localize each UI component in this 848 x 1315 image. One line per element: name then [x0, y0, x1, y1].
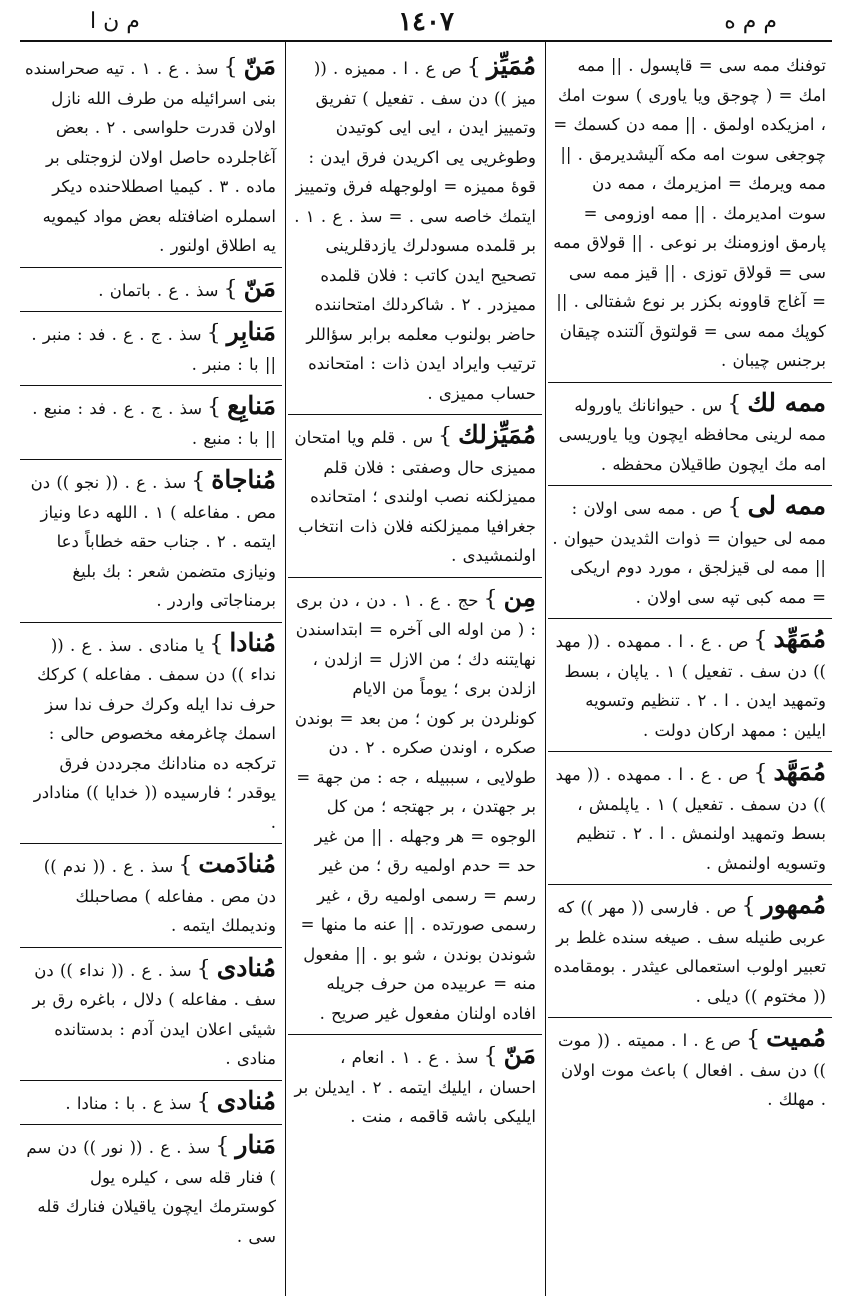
page-header	[20, 6, 832, 40]
dictionary-entry	[548, 46, 832, 383]
entry-headword: مَنّ	[243, 51, 276, 80]
entry-text: سذ ع . با : منادا .	[65, 1093, 192, 1113]
column-left	[20, 46, 282, 1296]
dictionary-entry	[548, 752, 832, 885]
entry-text: سذ . ع . (( ندم )) دن مص . مفاعله ) مصاحبلك ونديملك ايتمه .	[43, 857, 276, 935]
entry-headword: مُمَهِّد	[773, 624, 826, 653]
dictionary-entry	[288, 415, 542, 578]
dictionary-entry	[20, 386, 282, 460]
entry-headword: مُميت	[766, 1023, 826, 1052]
entry-text: سذ . ع . (( نور )) دن سم ) فنار قله سی ، كيلره يول كوسترمك ايچون ياقيلان فنارك قله سی .	[26, 1138, 276, 1246]
header-guide-left: م ن ا	[90, 9, 140, 34]
dictionary-entry	[20, 312, 282, 386]
dictionary-entry	[20, 1081, 282, 1126]
brace-glyph: }	[746, 1027, 761, 1052]
dictionary-entry	[20, 948, 282, 1081]
entry-text: ص ع . ا . مميته . (( موت )) دن سف . افعال ) باعث موت اولان . مهلك .	[557, 1031, 826, 1109]
entry-headword: مَنار	[235, 1130, 276, 1159]
entry-text: حج . ع . ١ . دن ، دن بری : ( من اوله الی آخره = ابتداسندن نهايتنه دك ؛ من الازل = ازلدن ، ازلدن بری ؛ يوماً من الايام كونلردن بر كون ؛ من بعد = بوندن صكره ، اوندن صكره . ٢ . دن طولايی ، سببيله ، جه : من جهة = بر جهتدن ، بر جهتجه ؛ من كل الوجوه = هر وجهله . || من غير حد = حدم اولميه رق ؛ من غير رسم = رسمی اولميه رق ، غير رسمی صورتده . || عنه ما منها = شوندن بوندن ، شو بو . || مفعول منه = عربيده من حرف جريله افاده اولنان مفعول غير صريح .	[294, 590, 536, 1023]
entry-text: ص . ممه سی اولان : ممه لی حيوان = ذوات الثديدن حيوان . || ممه لی قيزلجق ، مورد دوم اريكی = ممه كبی تپه سی اولان .	[552, 499, 826, 607]
entry-headword: مُمَيِّزلك	[458, 420, 536, 449]
entry-headword: مَنّ	[243, 272, 276, 302]
dictionary-entry	[548, 486, 832, 619]
brace-glyph: }	[483, 1044, 498, 1069]
entry-headword: مُمهور	[761, 890, 826, 919]
column-divider	[285, 40, 286, 1296]
brace-glyph: }	[483, 586, 498, 612]
entry-text: ص . ع . ا . ممهده . (( مهد )) دن سف . تفعيل ) ١ . ياپان ، بسط وتمهيد ايدن . ا . ٢ . تنظيم وتسويه ايلين : ممهد اركان دولت .	[555, 632, 826, 740]
dictionary-entry	[20, 1125, 282, 1257]
brace-glyph: }	[206, 321, 221, 346]
header-rule	[20, 40, 832, 42]
entry-headword: مُمَيِّز	[486, 51, 536, 80]
entry-headword: مَنابِر	[226, 317, 276, 346]
entry-text: سذ . ع . ١ . تيه صحراسنده بنی اسرائيله من طرف الله نازل اولان قدرت حلواسی . ٢ . بعض آغاجلرده حاصل اولان لزوجتلی بر ماده . ٣ . كيميا اصطلاحنده ديكر اسملره اضافتله بعض مواد كيمويه يه اطلاق اولنور .	[24, 59, 276, 255]
brace-glyph: }	[753, 761, 768, 786]
entry-headword: ممه لى	[747, 491, 826, 520]
entry-text: سذ . ع . (( نجو )) دن مص . مفاعله ) ١ . اللهه دعا ونياز ايتمه . ٢ . جناب حقه خطاباً دعا ونيازی متضمن شعر : بك بليغ برمناجاتی واردر .	[30, 473, 276, 610]
dictionary-entry	[288, 1035, 542, 1138]
brace-glyph: }	[209, 631, 224, 657]
dictionary-entry	[20, 623, 282, 845]
entry-headword: مُنادَمت	[198, 849, 276, 878]
brace-glyph: }	[215, 1134, 230, 1159]
brace-glyph: }	[191, 469, 206, 494]
dictionary-entry	[20, 46, 282, 268]
entry-headword: مُنادی	[216, 952, 276, 982]
entry-text: ص . فارسی (( مهر )) كه عربی طنيله سف . صيغه سنده غلط بر تعبير اولوب استعمالی عيثدر . بومقامده (( مختوم )) دیلی .	[553, 898, 826, 1006]
brace-glyph: }	[753, 628, 768, 653]
entry-headword: مُنادا	[229, 627, 276, 657]
page-number: ١٤٠٧	[398, 7, 454, 37]
entry-headword: مَنّ	[503, 1040, 536, 1069]
dictionary-entry	[20, 268, 282, 313]
entry-text: يا منادی . سذ . ع . (( نداء )) دن سمف . مفاعله ) كركك حرف ندا ايله وكرك حرف ندا سز اسمك چاغرمغه مخصوص حالی : تركجه ده منادانك مجرددن فرق يوقدر ؛ فارسيده (( خدايا )) منادادر .	[33, 635, 276, 832]
entry-text: س . حيوانانك ياوروله ممه لرينی محافظه ايچون ويا ياوريسی امه مك ايچون طاقيلان محفظه .	[558, 395, 826, 474]
brace-glyph: }	[178, 853, 193, 878]
entry-headword: مِن	[503, 582, 536, 612]
column-right	[548, 46, 832, 1296]
entry-text: سذ . ع . باتمان .	[98, 280, 219, 300]
dictionary-entry	[288, 46, 542, 415]
brace-glyph: }	[438, 424, 453, 449]
entry-text: سذ . ج . ع . فد : منبر . || با : منبر .	[31, 325, 276, 374]
column-divider	[545, 40, 546, 1296]
dictionary-entry	[548, 383, 832, 487]
entry-text: ص ع . ا . مميزه . (( ميز )) دن سف . تفعيل ) تفريق وتمييز ايدن ، ايی ايی كوتيدن وطوغريی يی اكريدن فرق ايدن : قوهٔ مميزه = اولوجهله فرق وتمييز ايتمك خاصه سی . = سذ . ع . ١ . بر قلمده مسودلرك يازدقلرينی تصحيح ايدن كاتب : فلان قلمده مميزدر . ٢ . شاكردلك امتحاننده حاضر بولنوب معلمه برابر سؤاللر ترتيب وايراد ايدن ذات : امتحانده حساب مميزی .	[294, 59, 536, 403]
brace-glyph: }	[466, 55, 481, 80]
brace-glyph: }	[196, 956, 211, 982]
entry-headword: مُنادی	[216, 1085, 276, 1115]
brace-glyph: }	[741, 894, 756, 919]
entry-text: سذ . ع . ١ . انعام ، احسان ، ايليك ايتمه . ٢ . ايديلن بر ايليكی باشه قاقمه ، منت .	[294, 1048, 536, 1126]
brace-glyph: }	[207, 395, 222, 420]
entry-headword: مَنابِع	[227, 391, 276, 420]
brace-glyph: }	[223, 55, 238, 80]
dictionary-entry	[20, 844, 282, 948]
entry-text: ص . ع . ا . ممهده . (( مهد )) دن سمف . تفعيل ) ١ . ياپلمش ، بسط وتمهيد اولنمش . ا . ٢ . تنظيم وتسويه اولنمش .	[555, 765, 826, 873]
dictionary-entry	[20, 460, 282, 623]
brace-glyph: }	[727, 495, 742, 520]
entry-text: سذ . ج . ع . فد : منبع . || با : منبع .	[32, 399, 276, 448]
dictionary-entry	[548, 885, 832, 1018]
entry-headword: ممه لك	[747, 387, 826, 417]
brace-glyph: }	[727, 391, 742, 417]
dictionary-entry	[548, 1018, 832, 1121]
header-guide-right: م م ه	[724, 9, 777, 34]
entry-headword: مُناجاة	[211, 465, 276, 494]
entry-text: سذ . ع . (( نداء )) دن سف . مفاعله ) دلال ، باغره رق بر شيئی اعلان ايدن آدم : بدستانده منادی .	[32, 960, 276, 1068]
dictionary-entry	[288, 578, 542, 1036]
entry-text: توفنك ممه سی = قاپسول . || ممه امك = ( چوجق ويا ياورى ) سوت امك ، امزيكده اولمق . || ممه دن كسمك = چوجغی سوت امه مكه آليشديرمق . || ممه ويرمك = امزيرمك ، ممه دن سوت امديرمك . || ممه اوزومی = پارمق اوزومنك بر نوعی . || قولاق ممه سی = قولاق توزی . || قيز ممه سی = آغاج قاوونه بكزر بر نوع شفتالی . || كوپك ممه سی = قولتوق آلتنده چيقان برجنس چيبان .	[553, 56, 826, 370]
dictionary-entry	[548, 619, 832, 752]
brace-glyph: }	[223, 276, 238, 302]
column-middle	[288, 46, 542, 1296]
brace-glyph: }	[196, 1089, 211, 1115]
entry-headword: مُمَهَّد	[773, 757, 826, 786]
entry-text: س . قلم ويا امتحان مميزی حال وصفتی : فلان قلم مميزلكنه نصب اولندی ؛ امتحانده جغرافيا مميزلكنه فلان ذات انتخاب اولنمشيدی .	[294, 428, 536, 565]
